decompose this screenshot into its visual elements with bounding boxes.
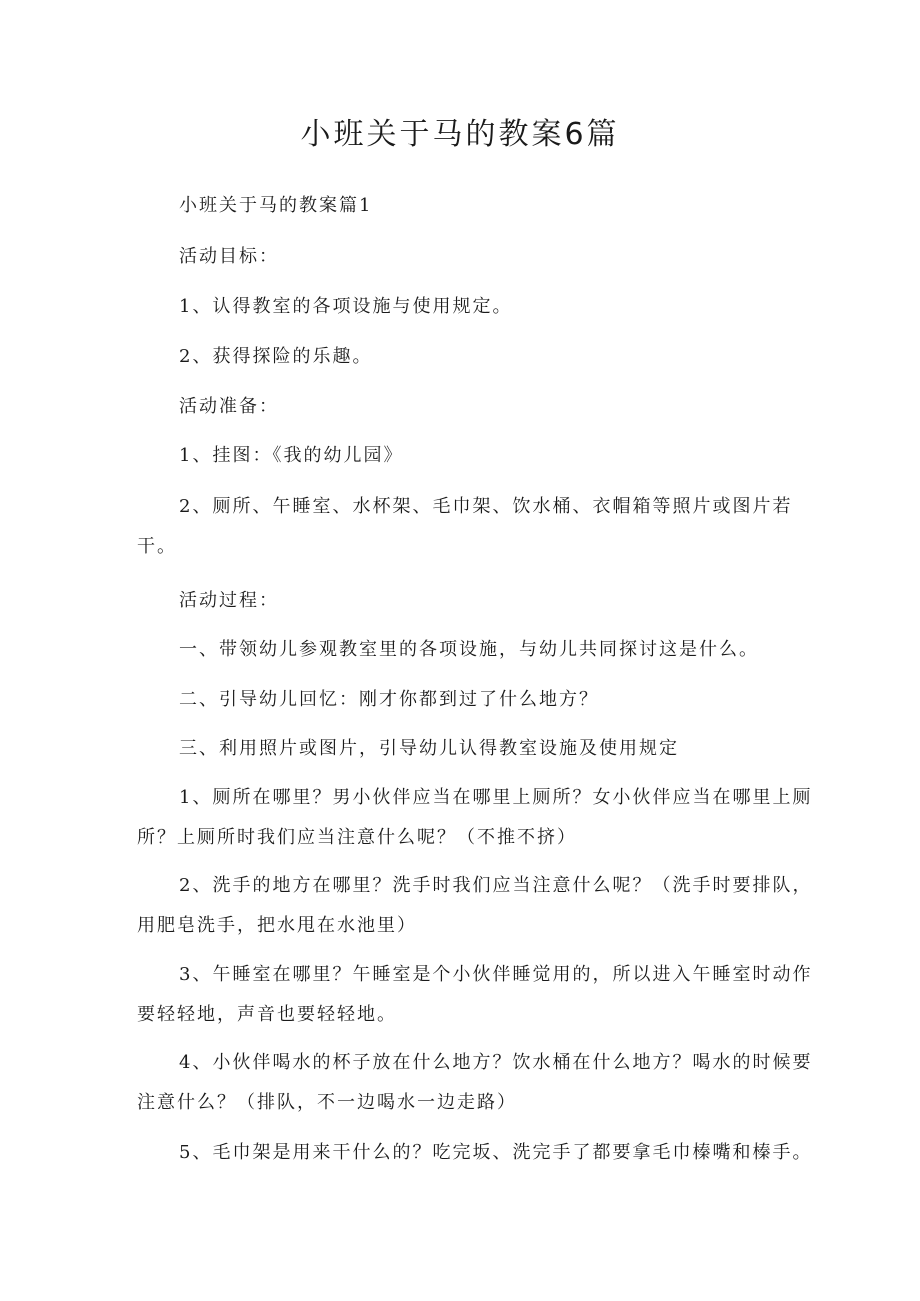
paragraph: 1、挂图：《我的幼儿园》 <box>179 445 404 466</box>
paragraph: 3、午睡室在哪里？午睡室是个小伙伴睡觉用的，所以进入午睡室时动作要轻轻地，声音也要轻轻地。 <box>137 964 813 1025</box>
document-title: 小班关于马的教案6篇 <box>300 117 620 152</box>
paragraph: 2、厕所、午睡室、水杯架、毛巾架、饮水桶、衣帽箱等照片或图片若干。 <box>137 496 793 557</box>
paragraph: 4、小伙伴喝水的杯子放在什么地方？饮水桶在什么地方？喝水的时候要注意什么？（排队，不一边喝水一边走路） <box>137 1052 813 1113</box>
paragraph: 2、洗手的地方在哪里？洗手时我们应当注意什么呢？（洗手时要排队，用肥皂洗手，把水甩在水池里） <box>137 875 813 936</box>
paragraph: 1、厕所在哪里？男小伙伴应当在哪里上厕所？女小伙伴应当在哪里上厕所？上厕所时我们应当注意什么呢？（不推不挤） <box>137 787 813 848</box>
paragraph: 5、毛巾架是用来干什么的？吃完坂、洗完手了都要拿毛巾榛嘴和榛手。 <box>179 1142 813 1163</box>
paragraph: 活动目标： <box>179 246 279 267</box>
paragraph: 一、带领幼儿参观教室里的各项设施，与幼儿共同探讨这是什么。 <box>179 639 759 660</box>
paragraph: 三、利用照片或图片，引导幼儿认得教室设施及使用规定 <box>179 738 679 759</box>
paragraph: 二、引导幼儿回忆：刚才你都到过了什么地方？ <box>179 689 599 710</box>
paragraph: 1、认得教室的各项设施与使用规定。 <box>179 296 513 317</box>
paragraph: 活动准备： <box>179 396 279 417</box>
paragraph: 活动过程： <box>179 590 279 611</box>
paragraph: 2、获得探险的乐趣。 <box>179 346 373 367</box>
section-heading: 小班关于马的教案篇1 <box>179 195 373 216</box>
